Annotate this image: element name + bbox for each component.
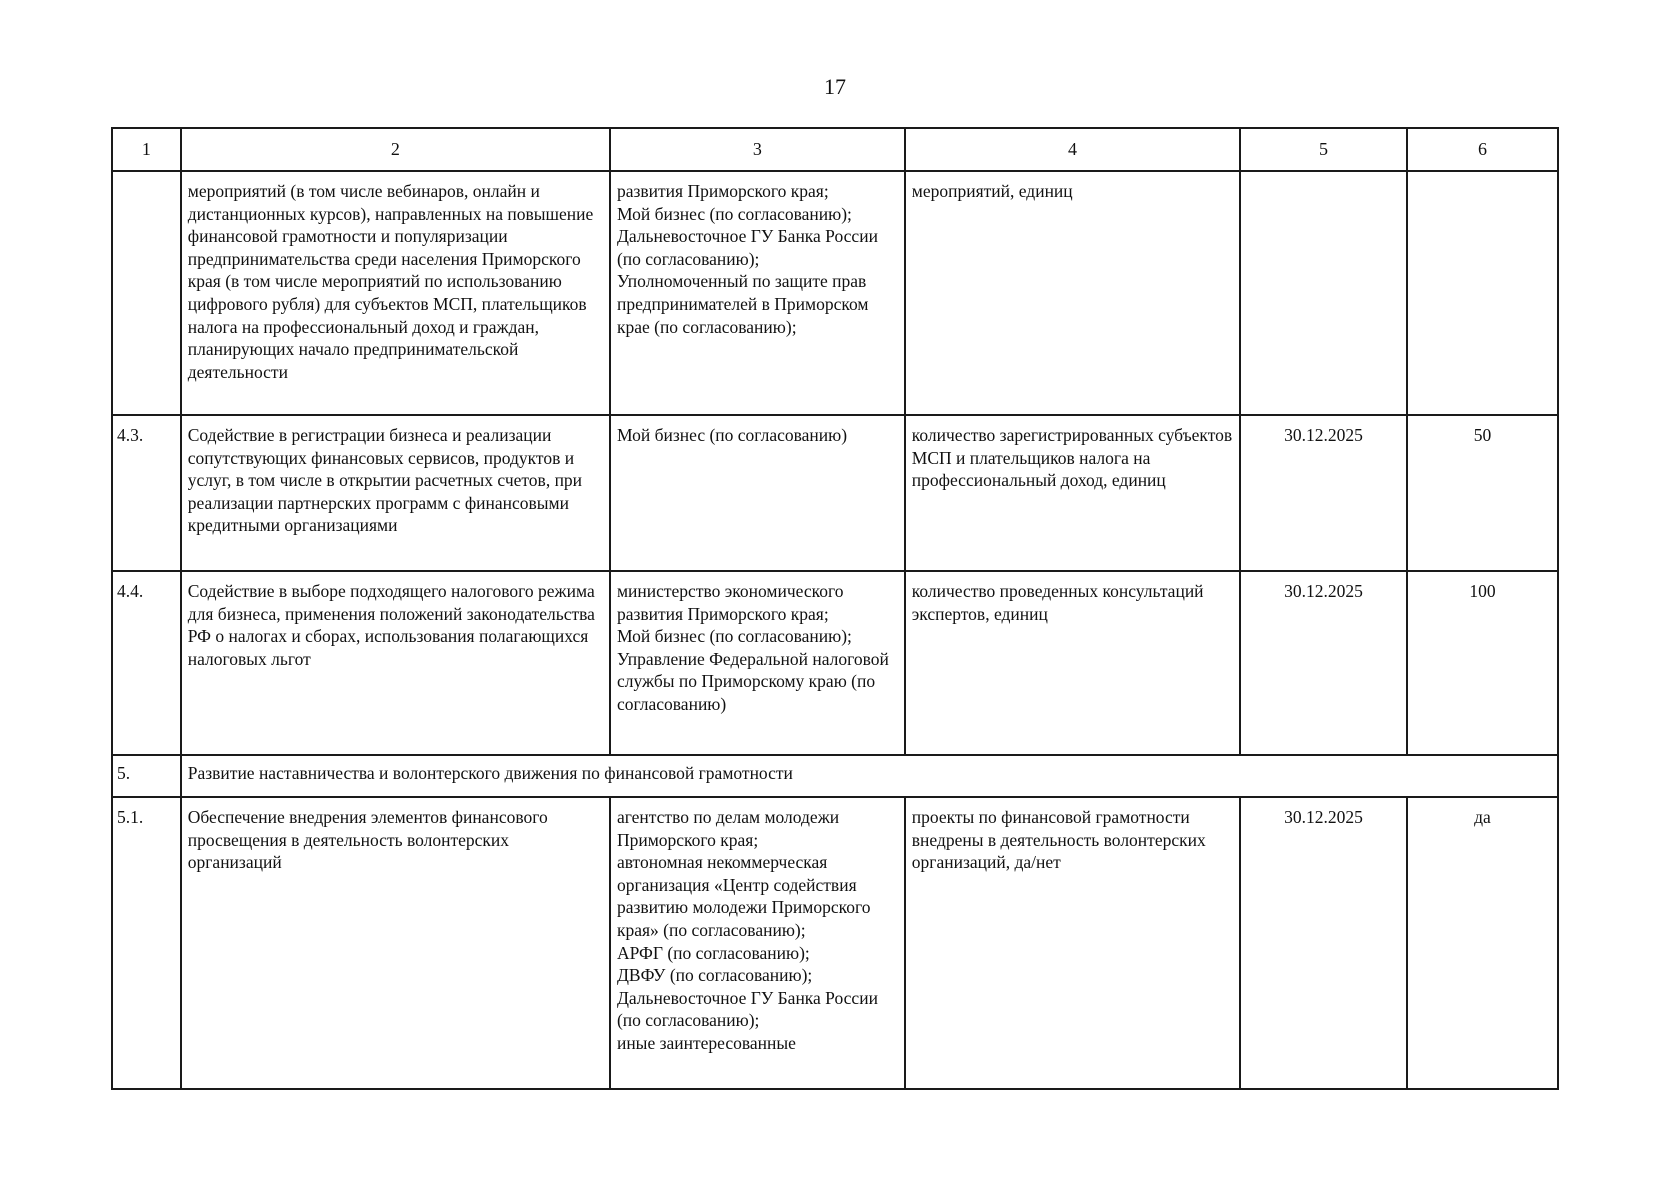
row-number: 4.3.: [112, 415, 181, 571]
indicator-cell: мероприятий, единиц: [905, 171, 1240, 415]
header-cell: 1: [112, 128, 181, 171]
value-cell: 50: [1407, 415, 1558, 571]
header-cell: 2: [181, 128, 610, 171]
table-row: [112, 171, 1558, 415]
table-header-row: [112, 128, 1558, 171]
value-cell: да: [1407, 797, 1558, 1089]
row-number: [112, 171, 181, 415]
section-row: [112, 755, 1558, 797]
plan-table: [111, 127, 1559, 1090]
page-number: 17: [824, 74, 846, 99]
section-title: Развитие наставничества и волонтерского движения по финансовой грамотности: [181, 755, 1558, 797]
table-row: [112, 415, 1558, 571]
deadline-cell: 30.12.2025: [1240, 797, 1407, 1089]
header-cell: 6: [1407, 128, 1558, 171]
indicator-cell: количество проведенных консультаций экспертов, единиц: [905, 571, 1240, 755]
row-number: 5.1.: [112, 797, 181, 1089]
executors-cell: министерство экономического развития Приморского края; Мой бизнес (по согласованию); Управление Федеральной налоговой службы по Приморскому краю (по согласованию): [610, 571, 905, 755]
table-row: [112, 797, 1558, 1089]
header-cell: 5: [1240, 128, 1407, 171]
deadline-cell: 30.12.2025: [1240, 415, 1407, 571]
indicator-cell: количество зарегистрированных субъектов МСП и плательщиков налога на профессиональный доход, единиц: [905, 415, 1240, 571]
section-number: 5.: [112, 755, 181, 797]
deadline-cell: [1240, 171, 1407, 415]
activity-cell: Содействие в выборе подходящего налогового режима для бизнеса, применения положений законодательства РФ о налогах и сборах, использования полагающихся налоговых льгот: [181, 571, 610, 755]
indicator-cell: проекты по финансовой грамотности внедрены в деятельность волонтерских организаций, да/нет: [905, 797, 1240, 1089]
activity-cell: мероприятий (в том числе вебинаров, онлайн и дистанционных курсов), направленных на повышение финансовой грамотности и популяризации предпринимательства среди населения Приморского края (в том числе мероприятий по использованию цифрового рубля) для субъектов МСП, плательщиков налога на профессиональный доход и граждан, планирующих начало предпринимательской деятельности: [181, 171, 610, 415]
activity-cell: Содействие в регистрации бизнеса и реализации сопутствующих финансовых сервисов, продуктов и услуг, в том числе в открытии расчетных счетов, при реализации партнерских программ с финансовыми кредитными организациями: [181, 415, 610, 571]
header-cell: 4: [905, 128, 1240, 171]
executors-cell: развития Приморского края; Мой бизнес (по согласованию); Дальневосточное ГУ Банка России (по согласованию); Уполномоченный по защите прав предпринимателей в Приморском крае (по согласованию);: [610, 171, 905, 415]
executors-cell: Мой бизнес (по согласованию): [610, 415, 905, 571]
executors-cell: агентство по делам молодежи Приморского края; автономная некоммерческая организация «Центр содействия развитию молодежи Приморского края» (по согласованию); АРФГ (по согласованию); ДВФУ (по согласованию); Дальневосточное ГУ Банка России (по согласованию); иные заинтересованные: [610, 797, 905, 1089]
table-row: [112, 571, 1558, 755]
activity-cell: Обеспечение внедрения элементов финансового просвещения в деятельность волонтерских организаций: [181, 797, 610, 1089]
value-cell: [1407, 171, 1558, 415]
value-cell: 100: [1407, 571, 1558, 755]
deadline-cell: 30.12.2025: [1240, 571, 1407, 755]
row-number: 4.4.: [112, 571, 181, 755]
header-cell: 3: [610, 128, 905, 171]
